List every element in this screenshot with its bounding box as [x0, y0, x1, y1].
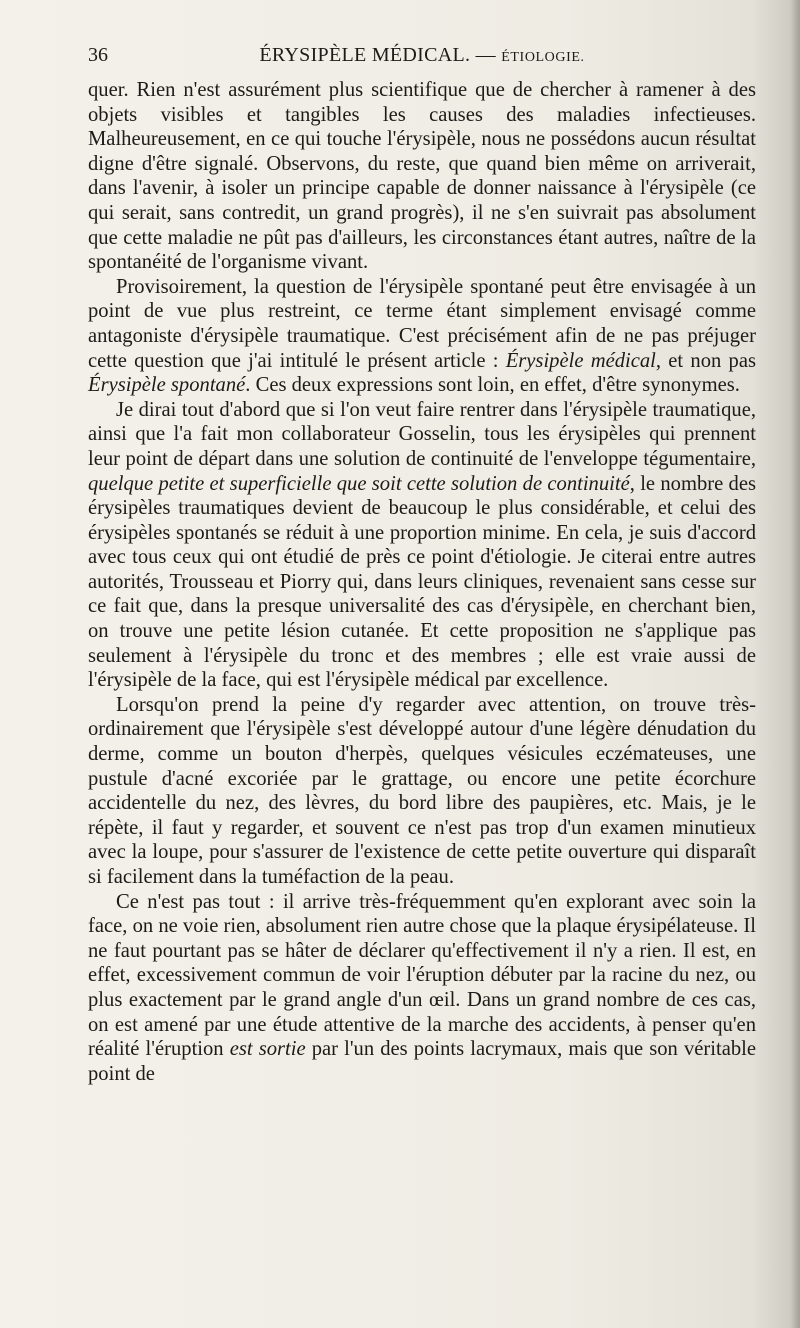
text-run: par l'un des points lacrymaux, mais que son véritable point de — [88, 1038, 756, 1085]
paragraph — [88, 693, 756, 890]
page-edge-shadow — [790, 0, 800, 1328]
text-run: quer. Rien n'est assurément plus scientifique que de chercher à ramener à des objets visibles et tangibles les causes des maladies infectieuses. Malheureusement, en ce qui touche l'érysipèle, nous ne possédons aucun résultat digne d'être signalé. Observons, du reste, que quand bien même on arriverait, dans l'avenir, à isoler un principe capable de donner naissance à l'érysipèle (ce qui serait, sans contredit, un grand progrès), il ne s'en suivrait pas absolument que cette maladie ne pût pas d'ailleurs, les circonstances étant autres, naître de la spontanéité de l'organisme vivant. — [88, 79, 756, 274]
text-run: Lorsqu'on prend la peine d'y regarder avec attention, on trouve très-ordinairement que l'érysipèle s'est développé autour d'une légère dénudation du derme, comme un bouton d'herpès, quelques vésicules eczémateuses, une pustule d'acné excoriée par le grattage, ou encore une petite écorchure accidentelle du nez, des lèvres, du bord libre des paupières, etc. Mais, je le répète, il faut y regarder, et souvent ce n'est pas trop d'un examen minutieux avec la loupe, pour s'assurer de l'existence de cette petite ouverture qui disparaît si facilement dans la tuméfaction de la peau. — [88, 693, 756, 888]
text-run: Provisoirement, la question de l'érysipèle spontané peut être envisagée à un point de vue plus restreint, ce terme étant simplement envisagé comme antagoniste d'érysipèle traumatique. C'est précisément afin de ne pas préjuger cette question que j'ai intitulé le présent article : — [88, 275, 756, 372]
body-text — [88, 78, 756, 1086]
text-run: , et non pas — [655, 349, 756, 372]
paragraph — [88, 398, 756, 693]
italic-text: est sortie — [229, 1038, 306, 1061]
text-run: . Ces deux expressions sont loin, en effet, d'être synonymes. — [245, 374, 740, 397]
paragraph — [88, 275, 756, 398]
paragraph — [88, 78, 756, 275]
paragraph — [88, 890, 756, 1087]
running-header — [88, 44, 756, 74]
italic-text: Érysipèle médical — [505, 349, 656, 372]
running-title-main: ÉRYSIPÈLE MÉDICAL. — — [259, 44, 496, 66]
text-run: Ce n'est pas tout : il arrive très-fréquemment qu'en explorant avec soin la face, on ne voie rien, absolument rien autre chose que la plaque érysipélateuse. Il ne faut pourtant pas se hâter de déclarer qu'effectivement il n'y a rien. Il est, en effet, excessivement commun de voir l'éruption débuter par la racine du nez, ou plus exactement par le grand angle d'un œil. Dans un grand nombre de ces cas, on est amené par une étude attentive de la marche des accidents, à penser qu'en réalité l'éruption — [88, 890, 756, 1061]
running-title-section: ÉTIOLOGIE. — [501, 50, 585, 65]
text-run: Je dirai tout d'abord que si l'on veut faire rentrer dans l'érysipèle traumatique, ainsi que l'a fait mon collaborateur Gosselin, tous les érysipèles qui prennent leur point de départ dans une solution de continuité de l'enveloppe tégumentaire, — [88, 398, 756, 470]
page-number: 36 — [88, 44, 108, 66]
italic-text: Érysipèle spontané — [88, 374, 246, 397]
italic-text: quelque petite et superficielle que soit cette solution de continuité — [88, 472, 630, 495]
running-title — [88, 44, 756, 67]
text-run: , le nombre des érysipèles traumatiques devient de beaucoup le plus considérable, et celui des érysipèles spontanés se réduit à une proportion minime. En cela, je suis d'accord avec tous ceux qui ont étudié de près ce point d'étiologie. Je citerai entre autres autorités, Trousseau et Piorry qui, dans leurs cliniques, revenaient sans cesse sur ce fait que, dans la presque universalité des cas d'érysipèle, en cherchant bien, on trouve une petite lésion cutanée. Et cette proposition ne s'applique pas seulement à l'érysipèle du tronc et des membres ; elle est vraie aussi de l'érysipèle de la face, qui est l'érysipèle médical par excellence. — [88, 472, 756, 692]
